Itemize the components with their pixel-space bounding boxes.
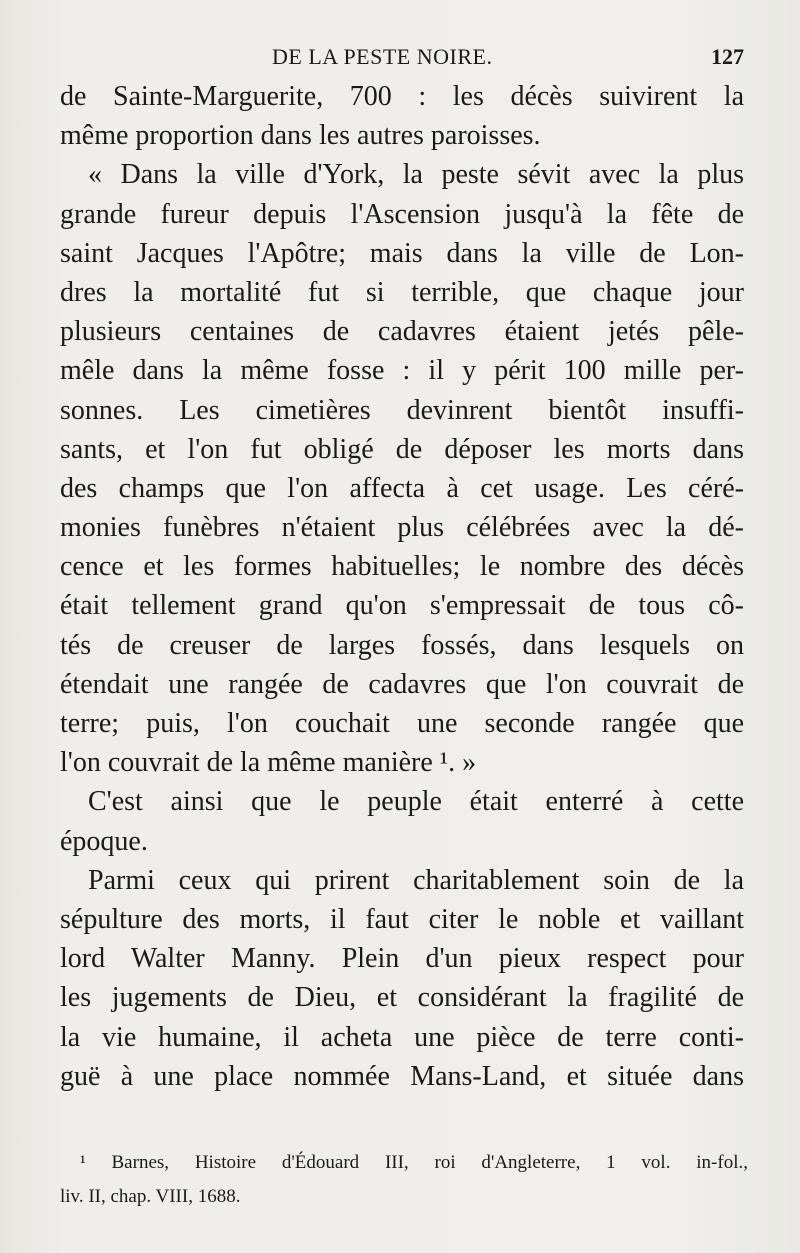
text-line: saint Jacques l'Apôtre; mais dans la ville de Lon- xyxy=(60,237,744,269)
text-line: des champs que l'on affecta à cet usage. Les céré- xyxy=(60,472,744,504)
text-line: cence et les formes habituelles; le nombre des décès xyxy=(60,551,744,583)
text-line: même proportion dans les autres paroisses. xyxy=(60,120,541,152)
footnote xyxy=(60,1146,748,1214)
running-title: DE LA PESTE NOIRE. xyxy=(272,44,493,69)
text-line: grande fureur depuis l'Ascension jusqu'à la fête de xyxy=(60,198,744,230)
text-line: C'est ainsi que le peuple était enterré à cette xyxy=(88,786,744,818)
footnote-line: ¹ Barnes, Histoire d'Édouard III, roi d'Angleterre, 1 vol. in-fol., xyxy=(80,1152,748,1173)
text-line: sants, et l'on fut obligé de déposer les morts dans xyxy=(60,433,744,465)
text-line: terre; puis, l'on couchait une seconde rangée que xyxy=(60,708,744,739)
text-line: sépulture des morts, il faut citer le noble et vaillant xyxy=(60,903,744,935)
text-line: étendait une rangée de cadavres que l'on couvrait de xyxy=(60,668,744,700)
text-line: lord Walter Manny. Plein d'un pieux respect pour xyxy=(60,943,744,975)
text-line: sonnes. Les cimetières devinrent bientôt insuffi- xyxy=(60,394,744,426)
body-text xyxy=(60,77,744,1096)
text-line: la vie humaine, il acheta une pièce de terre conti- xyxy=(60,1021,744,1053)
text-line: l'on couvrait de la même manière ¹. » xyxy=(60,747,477,779)
text-line: dres la mortalité fut si terrible, que chaque jour xyxy=(60,276,744,308)
text-line: monies funèbres n'étaient plus célébrées avec la dé- xyxy=(60,512,744,544)
page-header xyxy=(60,40,744,74)
text-line: plusieurs centaines de cadavres étaient jetés pêle- xyxy=(60,316,744,348)
text-line: de Sainte-Marguerite, 700 : les décès suivirent la xyxy=(60,81,744,112)
text-line: époque. xyxy=(60,825,148,857)
text-line: guë à une place nommée Mans-Land, et située dans xyxy=(60,1060,744,1092)
text-line: tés de creuser de larges fossés, dans lesquels on xyxy=(60,629,744,661)
text-line: « Dans la ville d'York, la peste sévit avec la plus xyxy=(88,159,744,191)
text-line: Parmi ceux qui prirent charitablement soin de la xyxy=(88,864,744,896)
footnote-line: liv. II, chap. VIII, 1688. xyxy=(60,1186,241,1207)
text-line: était tellement grand qu'on s'empressait de tous cô- xyxy=(60,590,744,622)
text-line: les jugements de Dieu, et considérant la fragilité de xyxy=(60,982,744,1014)
page-number: 127 xyxy=(711,44,744,69)
text-line: mêle dans la même fosse : il y périt 100 mille per- xyxy=(60,355,744,387)
